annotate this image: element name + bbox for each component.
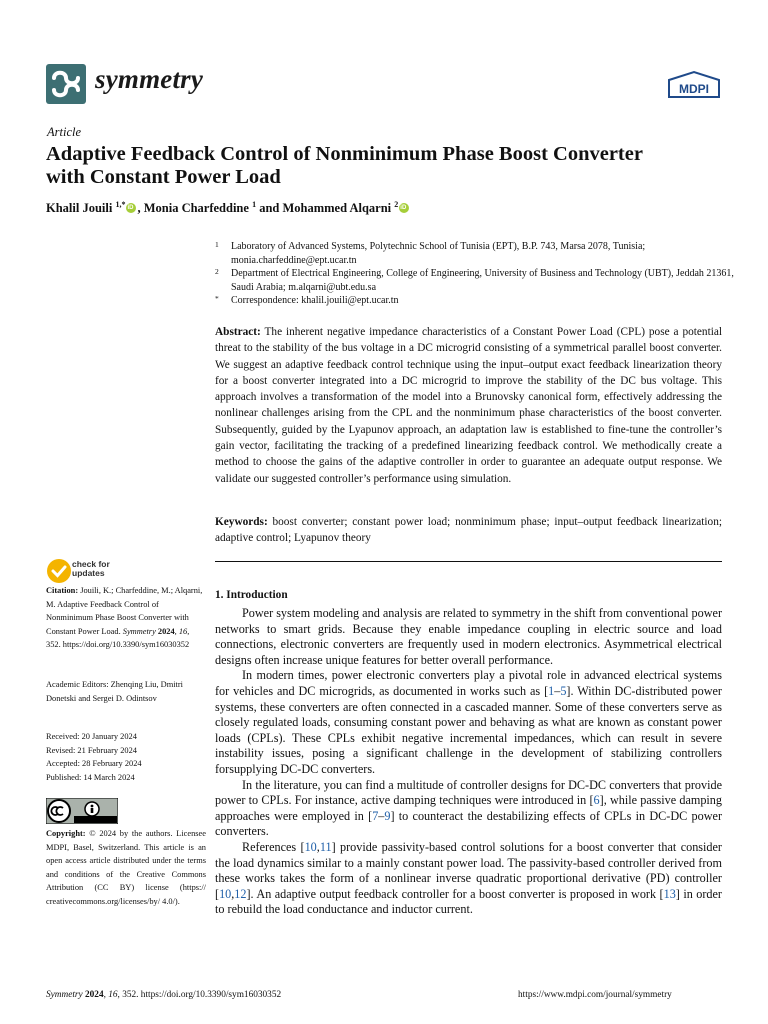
section-heading: 1. Introduction [215, 589, 288, 601]
affiliation-marker: 1 [252, 200, 257, 209]
citation-link[interactable]: 9 [384, 808, 391, 823]
footer-journal-url[interactable]: https://www.mdpi.com/journal/symmetry [518, 990, 672, 1000]
paragraph: References [10,11] provide passivity-based control solutions for a boost converter that consider the load dynamics similar to a mainly constant power load. The passivity-based controller derived from these works takes the form of a nonlinear inverse quadratic proportional derivative (PD) controller [10,12]. An adaptive output feedback controller for a boost converter is proposed in work [13] in order to rebuild the load conductance and inductor current. [215, 839, 722, 917]
paper-title: Adaptive Feedback Control of Nonminimum Phase Boost Converter with Constant Power Load [46, 143, 643, 188]
citation-link[interactable]: 7 [372, 808, 379, 823]
abstract-label: Abstract: [215, 326, 261, 338]
keywords-text: boost converter; constant power load; nonminimum phase; input–output feedback linearization; adaptive control; Lyapunov theory [215, 516, 722, 545]
citation-link[interactable]: 1 [548, 683, 555, 698]
abstract [215, 324, 722, 487]
mdpi-logo-icon [666, 70, 722, 100]
affiliation-marker: 1,* [115, 200, 126, 209]
footer-doi-link[interactable]: , 352. https://doi.org/10.3390/sym16030352 [117, 990, 282, 1000]
citation-doi-link[interactable]: , 352. https://doi.org/10.3390/sym16030352 [46, 626, 190, 650]
copyright-notice: Copyright: © 2024 by the authors. Licensee MDPI, Basel, Switzerland. This article is an open access article distributed under the terms and conditions of the Creative Commons Attribution (CC BY) license (https:// creativecommons.org/licenses/by/ 4.0/). [46, 829, 206, 906]
affiliation-marker: 2 [394, 200, 399, 209]
paragraph: Power system modeling and analysis are related to symmetry in the shift from conventional power networks to smart grids. Because they enable impedance coupling in electric source and load connections, electronic converters are frequently used in modern electronics. Asymmetrical electrical designs often increase unique features for better overall performance. [215, 606, 722, 667]
check-for-updates-label[interactable]: check for updates [72, 559, 110, 578]
symmetry-logo-icon [46, 64, 86, 104]
citation-link[interactable]: 6 [593, 793, 600, 808]
academic-editors: Academic Editors: Zhenqing Liu, Dmitri Donetski and Sergei D. Odintsov [46, 680, 183, 703]
received-date: Received: 20 January 2024 [46, 732, 137, 741]
citation-link[interactable]: 12 [234, 886, 247, 901]
paragraph: In the literature, you can find a multitude of controller designs for DC-DC converters that provide power to CPLs. For instance, active damping techniques were introduced in [6], while passive damping approaches were employed in [7–9] to counteract the destabilizing effects of CPLs in DC-DC power converters. [215, 777, 723, 839]
affiliation-1: 1 Laboratory of Advanced Systems, Polytechnic School of Tunisia (EPT), B.P. 743, Marsa 2078, Tunisia; monia.charfeddine@ept.ucar.tn [215, 240, 646, 266]
orcid-icon[interactable] [126, 203, 136, 213]
author-name[interactable]: Khalil Jouili [46, 201, 113, 216]
published-date: Published: 14 March 2024 [46, 772, 135, 782]
mdpi-logo-text: MDPI [679, 82, 709, 96]
citation-block: Citation: Jouili, K.; Charfeddine, M.; Alqarni, M. Adaptive Feedback Control of Nonminimum Phase Boost Converter with Constant Power Load. Symmetry 2024, 16, 352. https://doi.org/10.3390/sym16030352 [46, 586, 203, 650]
citation-link[interactable]: 5 [560, 683, 567, 698]
citation-link[interactable]: 13 [663, 886, 676, 901]
section-divider [215, 561, 722, 562]
author-name[interactable]: , Monia Charfeddine [137, 201, 249, 216]
revised-date: Revised: 21 February 2024 [46, 745, 137, 755]
author-name[interactable]: and Mohammed Alqarni [256, 201, 392, 216]
keywords-label: Keywords: [215, 516, 268, 528]
citation-link[interactable]: 10 [219, 886, 232, 901]
keywords [215, 514, 722, 547]
citation-link[interactable]: 10 [304, 839, 317, 854]
footer-citation: Symmetry 2024, 16, 352. https://doi.org/10.3390/sym16030352 [46, 990, 282, 1000]
orcid-icon[interactable] [399, 203, 409, 213]
cc-by-license-icon[interactable] [46, 798, 118, 824]
affiliation-2: 2 Department of Electrical Engineering, College of Engineering, University of Business and Technology (UBT), Jeddah 21361, Saudi Arabia; m.alqarni@ubt.edu.sa [215, 267, 734, 293]
paragraph: In modern times, power electronic converters play a pivotal role in advanced electrical systems for vehicles and DC microgrids, as documented in works such as [1–5]. Within DC-distributed power systems, these converters are often connected in a cascaded manner. Some of these converters serve as closely regulated loads, consuming constant power and behaving as what are known as constant power loads (CPLs). These CPLs exhibit negative incremental impedances, which can result in severe instability issues, posing a significant challenge in the development of stabilizing controllers forsupplying DC-DC converters. [215, 668, 722, 776]
abstract-text: The inherent negative impedance characteristics of a Constant Power Load (CPL) pose a potential threat to the stability of the bus voltage in a DC microgrid consisting of a symmetrical parallel boost converter. We suggest an adaptive feedback control technique using the input–output exact feedback linearization theory for a boost converter integrated into a DC microgrid to improve the stability of the DC bus voltage. This approach involves a transformation of the model into a Brunovsky canonical form, effectively addressing the nonlinear challenges arising from the CPL and the nonminimum phase characteristics of the boost converter. Subsequently, guided by the Lyapunov approach, an adaptation law is established to fine-tune the controller’s gain vector, facilitating the tracking of a predefined linearizing feedback control. We methodically create a method to choose the gains of the adaptive controller in order to guarantee an adequate output response. We validate our suggested controller’s performance using simulation. [215, 326, 722, 485]
dates-block [46, 730, 206, 784]
journal-name: symmetry [95, 64, 204, 94]
article-type: Article [47, 125, 82, 139]
check-for-updates-icon[interactable] [46, 558, 72, 584]
citation-link[interactable]: 11 [319, 839, 332, 854]
accepted-date: Accepted: 28 February 2024 [46, 759, 142, 769]
author-list [46, 200, 410, 216]
introduction-body [215, 606, 722, 918]
correspondence: * Correspondence: khalil.jouili@ept.ucar.tn [215, 294, 399, 306]
